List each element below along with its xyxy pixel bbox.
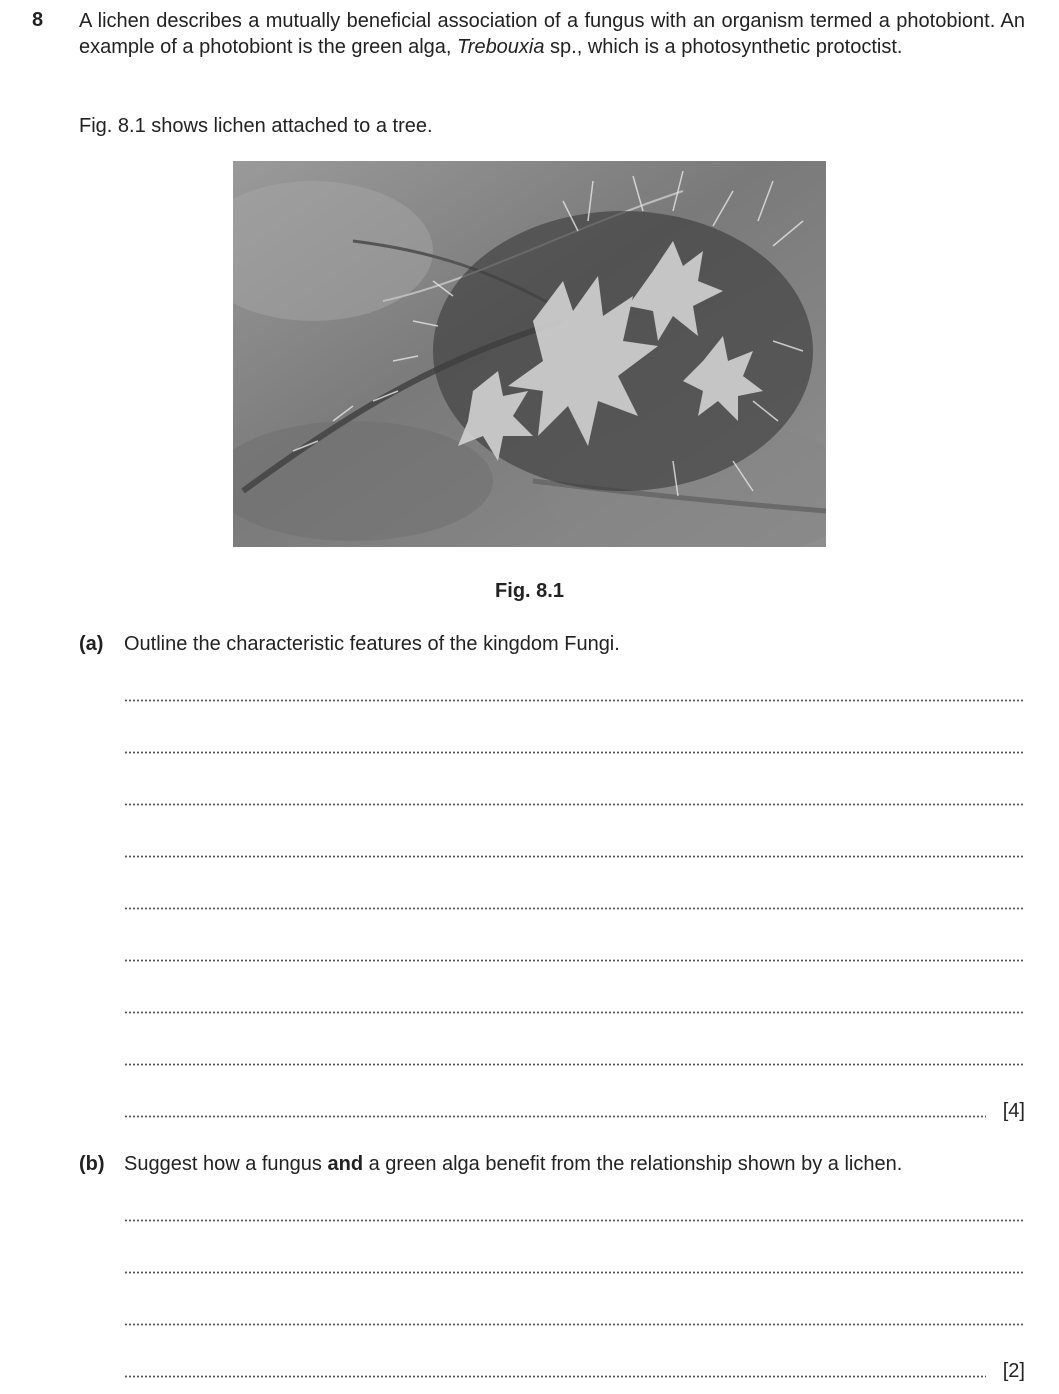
intro-text-start: A lichen describes a mutually beneficial association of a fungus with an organism termed a photobiont. An example of a photobiont is the green alga, xyxy=(79,10,1025,58)
part-b-label: (b) xyxy=(79,1153,105,1175)
part-b-question xyxy=(79,1151,1025,1177)
part-b-prompt-end: a green alga benefit from the relationship shown by a lichen. xyxy=(363,1153,903,1175)
answer-line[interactable] xyxy=(124,1063,1024,1066)
answer-line[interactable] xyxy=(124,1115,986,1118)
question-number: 8 xyxy=(32,9,44,31)
part-b-prompt-bold: and xyxy=(327,1153,364,1175)
part-a-marks: [4] xyxy=(1002,1100,1025,1122)
answer-line[interactable] xyxy=(124,959,1024,962)
part-b-marks: [2] xyxy=(1002,1360,1025,1382)
part-b-prompt-start: Suggest how a fungus xyxy=(124,1153,328,1175)
part-b-prompt xyxy=(124,1151,902,1177)
part-a-question xyxy=(79,631,1025,657)
answer-line[interactable] xyxy=(124,907,1024,910)
answer-line[interactable] xyxy=(124,803,1024,806)
answer-line[interactable] xyxy=(124,1323,1024,1326)
answer-line[interactable] xyxy=(124,855,1024,858)
species-name: Trebouxia xyxy=(457,36,545,58)
answer-line[interactable] xyxy=(124,699,1024,702)
figure-reference-sentence: Fig. 8.1 shows lichen attached to a tree. xyxy=(79,115,433,137)
answer-line[interactable] xyxy=(124,1271,1024,1274)
intro-text-end: sp., which is a photosynthetic protoctist. xyxy=(544,36,903,58)
figure-caption: Fig. 8.1 xyxy=(495,580,564,602)
part-a-label: (a) xyxy=(79,633,104,655)
answer-line[interactable] xyxy=(124,1011,1024,1014)
question-intro xyxy=(79,8,1025,60)
answer-line[interactable] xyxy=(124,751,1024,754)
answer-line[interactable] xyxy=(124,1375,986,1378)
answer-line[interactable] xyxy=(124,1219,1024,1222)
part-a-prompt: Outline the characteristic features of the kingdom Fungi. xyxy=(124,633,620,655)
lichen-photo xyxy=(233,161,826,547)
